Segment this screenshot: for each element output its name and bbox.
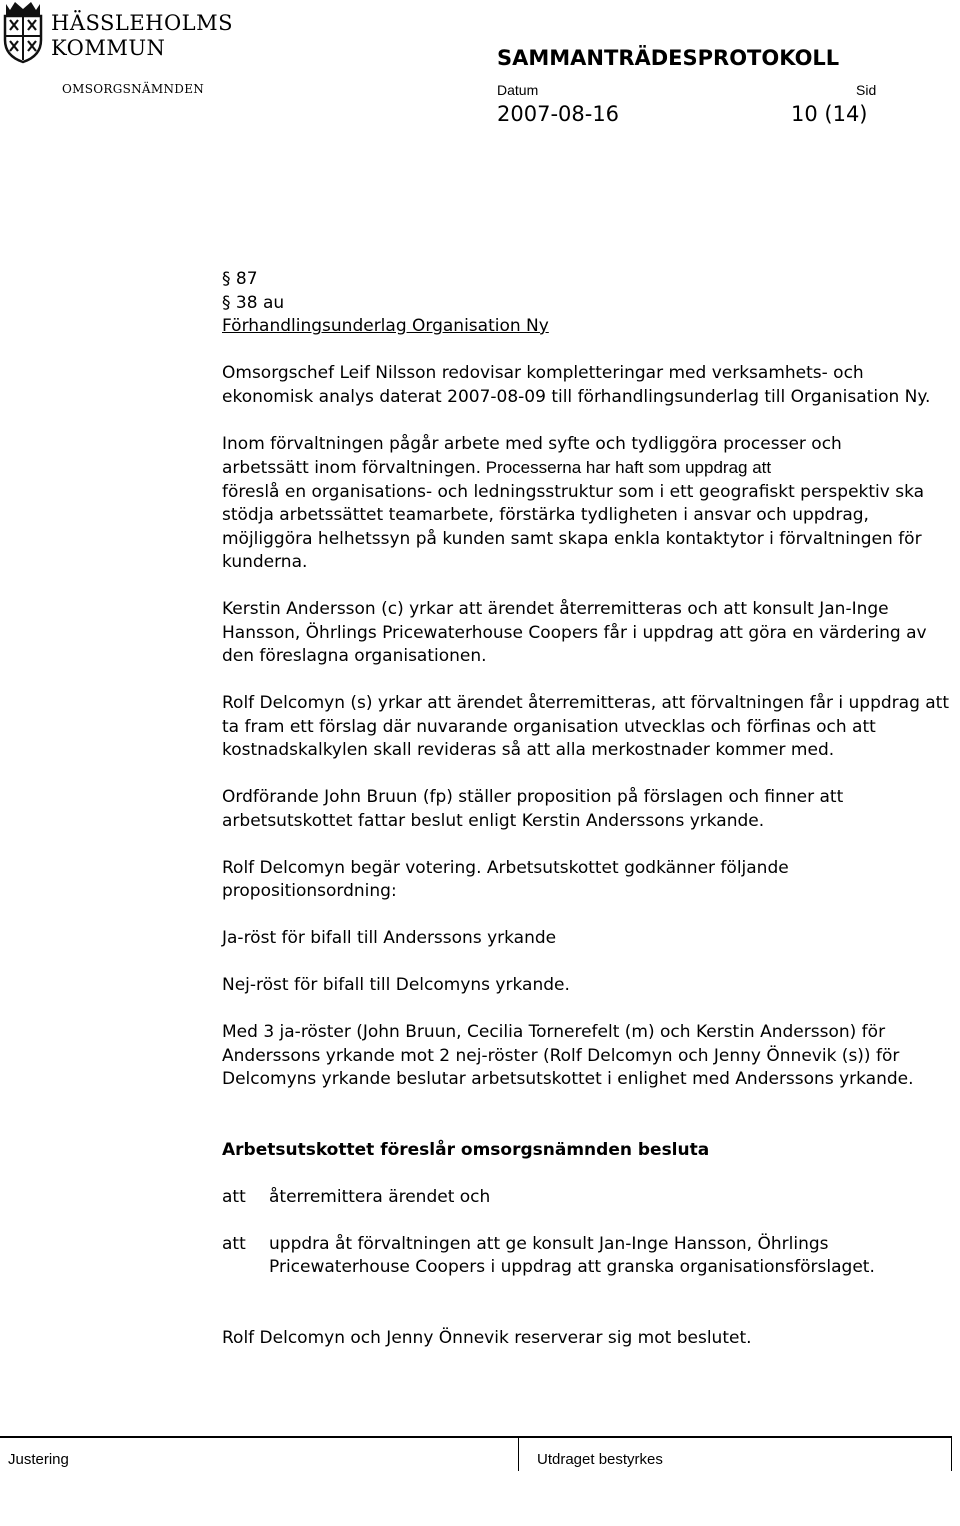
meeting-date: 2007-08-16	[497, 102, 620, 126]
section-number: § 87	[222, 269, 258, 289]
paragraph-chair-proposition: Ordförande John Bruun (fp) ställer proposition på förslagen och finner att arbetsutskottet fattar beslut enligt Kerstin Anderssons yrkande.	[222, 787, 844, 831]
page-label: Sid	[856, 82, 877, 98]
protocol-body	[222, 268, 958, 1350]
paragraph-process	[222, 433, 958, 575]
footer-column-divider	[518, 1437, 519, 1471]
decision-item	[222, 1233, 958, 1280]
paragraph-andersson-motion: Kerstin Andersson (c) yrkar att ärendet återremitteras och att konsult Jan-Inge Hansson, Öhrlings Pricewaterhouse Coopers får i uppdrag att göra en värdering av den föreslagna organisationen.	[222, 599, 927, 666]
decision-heading: Arbetsutskottet föreslår omsorgsnämnden besluta	[222, 1139, 710, 1160]
footer-column-divider-right	[951, 1437, 952, 1471]
footer-utdraget-bestyrkes: Utdraget bestyrkes	[537, 1451, 663, 1468]
municipality-coat-of-arms-icon	[0, 0, 46, 64]
paragraph-delcomyn-motion: Rolf Delcomyn (s) yrkar att ärendet återremitteras, att förvaltningen får i uppdrag att ta fram ett förslag där nuvarande organisation utvecklas och förfinas och att kostnadskalkylen skall revideras så att alla merkostnader kommer med.	[222, 693, 950, 760]
date-label: Datum	[497, 82, 539, 98]
decision-text: uppdra åt förvaltningen att ge konsult Jan-Inge Hansson, Öhrlings Pricewaterhouse Coopers i uppdrag att granska organisationsförslaget.	[269, 1233, 875, 1277]
vote-no-option: Nej-röst för bifall till Delcomyns yrkande.	[222, 975, 570, 995]
paragraph-vote-request: Rolf Delcomyn begär votering. Arbetsutskottet godkänner följande propositionsordning:	[222, 857, 789, 901]
municipality-name: HÄSSLEHOLMS	[51, 11, 234, 35]
paragraph-report: Omsorgschef Leif Nilsson redovisar kompletteringar med verksamhets- och ekonomisk analys daterat 2007-08-09 till förhandlingsunderlag till Organisation Ny.	[222, 363, 931, 407]
paragraph-process-line2b: Processerna har haft som uppdrag att	[481, 458, 772, 477]
vote-yes-option: Ja-röst för bifall till Anderssons yrkande	[222, 928, 557, 948]
paragraph-process-line1: Inom förvaltningen pågår arbete med syfte och tydliggöra processer och	[222, 433, 842, 454]
footer-divider	[0, 1436, 952, 1438]
paragraph-process-line2a: arbetssätt inom förvaltningen.	[222, 458, 481, 478]
decision-item	[222, 1186, 958, 1210]
section-heading: Förhandlingsunderlag Organisation Ny	[222, 316, 549, 336]
decision-att-label: att	[222, 1186, 246, 1207]
paragraph-process-rest: föreslå en organisations- och ledningsstruktur som i ett geografiskt perspektiv ska stödja arbetssättet teamarbete, förstärka tydligheten i ansvar och uppdrag, möjliggöra helhetssyn på kunden samt skapa enkla kontaktytor i förvaltningen för kunderna.	[222, 481, 925, 572]
document-title: SAMMANTRÄDESPROTOKOLL	[497, 46, 840, 70]
decision-att-label: att	[222, 1233, 246, 1254]
footer-justering: Justering	[8, 1451, 69, 1468]
reservation-statement: Rolf Delcomyn och Jenny Önnevik reserverar sig mot beslutet.	[222, 1327, 752, 1348]
page-number: 10 (14)	[791, 102, 868, 126]
section-reference: § 38 au	[222, 292, 285, 313]
decision-text: återremittera ärendet och	[269, 1186, 491, 1207]
committee-name: OMSORGSNÄMNDEN	[62, 82, 205, 96]
municipality-name-kommun: KOMMUN	[51, 36, 166, 60]
paragraph-vote-result: Med 3 ja-röster (John Bruun, Cecilia Tornerefelt (m) och Kerstin Andersson) för Anderssons yrkande mot 2 nej-röster (Rolf Delcomyn och Jenny Önnevik (s)) för Delcomyns yrkande beslutar arbetsutskottet i enlighet med Anderssons yrkande.	[222, 1022, 914, 1089]
